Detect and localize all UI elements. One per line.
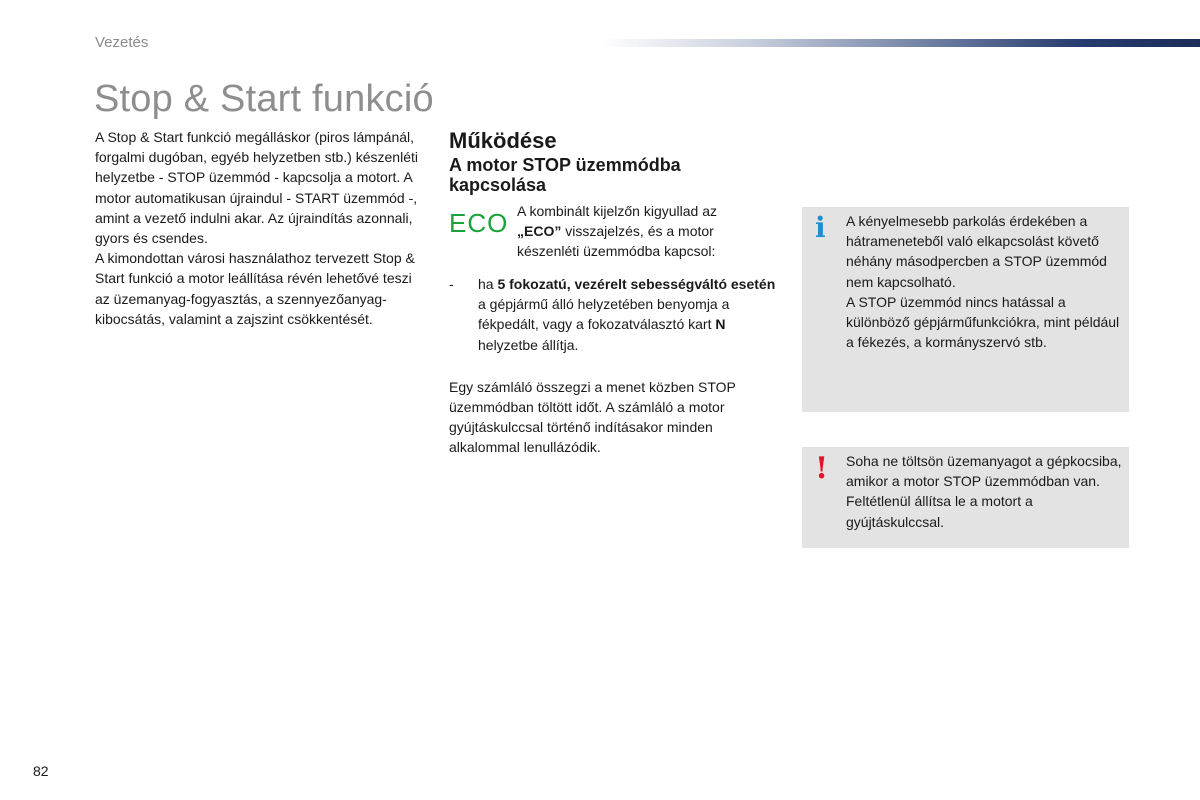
eco-indicator-row (449, 201, 779, 263)
eco-text-end: visszajelzés, és a motor készenléti üzemmódba kapcsol: (517, 223, 716, 260)
bullet-text-middle: a gépjármű álló helyzetében benyomja a fékpedált, vagy a fokozatválasztó kart (478, 296, 730, 333)
bullet-text-start: ha (478, 276, 498, 292)
info-paragraph-1: A kényelmesebb parkolás érdekében a hátrameneteből való elkapcsolást követő néhány másodpercben a STOP üzemmód nem kapcsolható. (846, 213, 1107, 290)
section-label: Vezetés (95, 34, 149, 51)
warning-icon: ! (815, 451, 829, 486)
info-box-text (846, 211, 1124, 352)
counter-paragraph: Egy számláló összegzi a menet közben STOP üzemmódban töltött időt. A számláló a motor gyújtáskulccsal történő indításakor minden alkalommal lenullázódik. (449, 378, 736, 456)
eco-indicator-text (517, 201, 757, 262)
info-box (802, 207, 1129, 412)
bullet-bold-neutral: N (715, 316, 726, 333)
eco-text-start: A kombinált kijelzőn kigyullad az (517, 203, 717, 219)
eco-indicator-icon: ECO (449, 208, 509, 238)
info-paragraph-2: A STOP üzemmód nincs hatással a különböző gépjárműfunkciókra, mint például a fékezés, a kormányszervó stb. (846, 293, 1120, 351)
operation-column (449, 127, 779, 458)
page-title: Stop & Start funkció (94, 78, 434, 120)
subsection-heading: A motor STOP üzemmódba kapcsolása (449, 155, 681, 195)
warning-box (802, 447, 1129, 548)
page-number: 82 (33, 763, 49, 779)
condition-list-item (449, 274, 778, 355)
info-icon: i (815, 211, 826, 244)
section-heading: Működése (449, 128, 557, 153)
bullet-text-end: helyzetbe állítja. (478, 336, 579, 353)
list-dash: - (449, 276, 454, 292)
eco-text-bold: „ECO” (517, 223, 562, 240)
intro-paragraph-2: A kimondottan városi használathoz tervezett Stop & Start funkció a motor leállítása révén lehetővé teszi az üzemanyag-fogyasztás, a szennyezőanyag-kibocsátás, valamint a zajszint csökkentését. (95, 250, 415, 327)
intro-paragraph-1: A Stop & Start funkció megálláskor (piros lámpánál, forgalmi dugóban, egyéb helyzetben stb.) készenléti helyzetbe - STOP üzemmód - kapcsolja a motort. A motor automatikusan újraindul - START üzemmód -, amint a vezető indulni akar. Az újraindítás azonnali, gyors és csendes. (95, 129, 418, 247)
header-gradient-bar (600, 39, 1200, 47)
bullet-bold-gearbox: 5 fokozatú, vezérelt sebességváltó esetén (497, 276, 776, 292)
intro-column (95, 127, 425, 329)
warning-box-text: Soha ne töltsön üzemanyagot a gépkocsiba, amikor a motor STOP üzemmódban van. Feltétlenül állítsa le a motort a gyújtáskulccsal. (846, 453, 1122, 530)
